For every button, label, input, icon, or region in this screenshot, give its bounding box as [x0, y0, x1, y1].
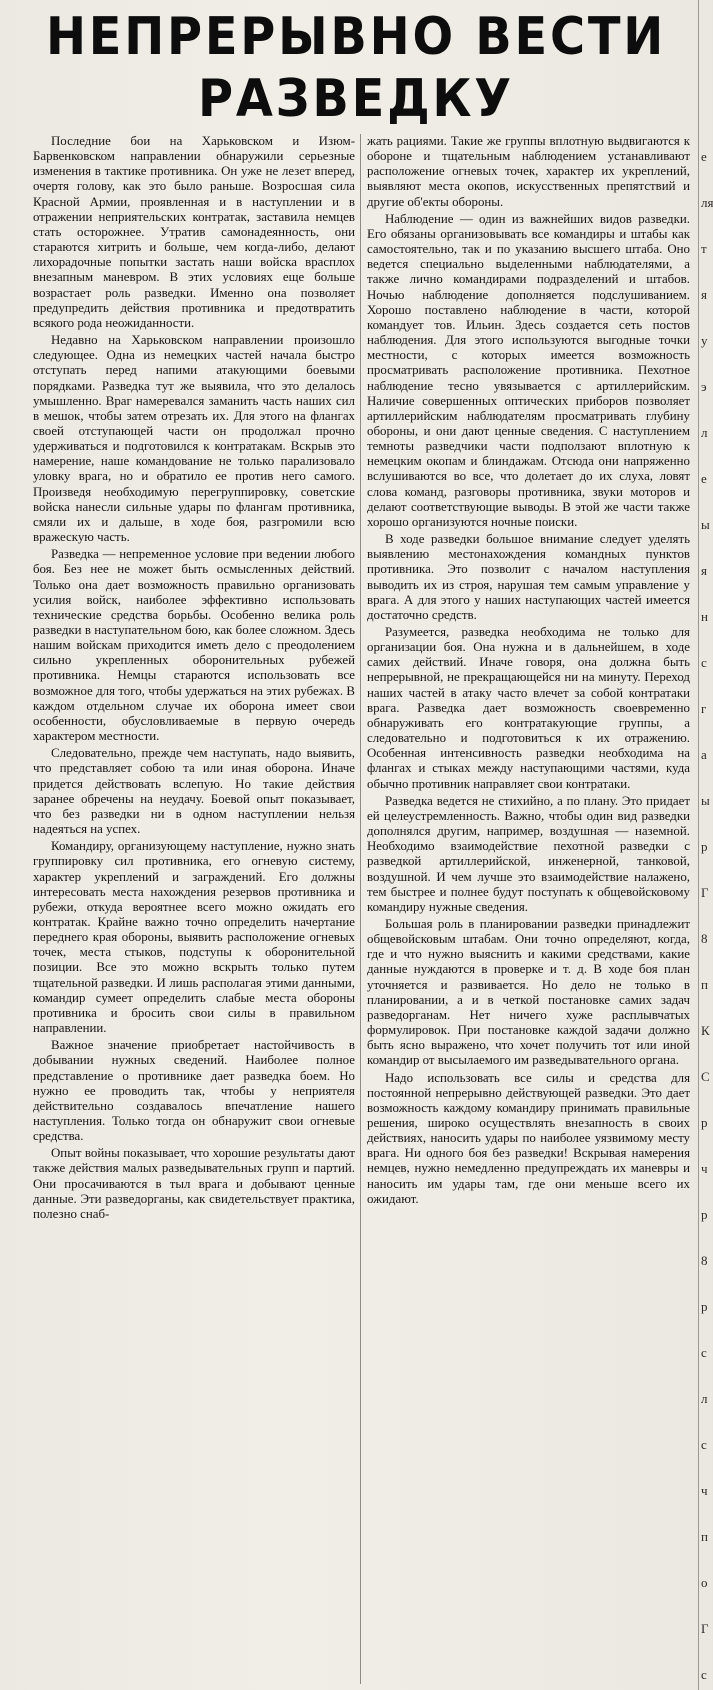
paragraph: Надо использовать все силы и средства для постоянной непрерывно действующей разведки. Это дает возможность каждому командиру принимать правильные решения, широко осуществлять внезапность в своих действиях, наносить удары по наиболее уязвимому месту врага. Ни одного боя без разведки! Вскрывая намерения немцев, нужно немедленно предупреждать их маневры и наносить им удары там, где они меньше всего их ожидают. — [367, 1070, 690, 1206]
edge-glyph: ля — [701, 195, 713, 210]
edge-glyph: с — [701, 1345, 707, 1360]
edge-glyph: Г — [701, 885, 709, 900]
edge-glyph: п — [701, 1529, 708, 1544]
edge-glyph: 8 — [701, 1253, 708, 1268]
edge-glyph: ы — [701, 517, 710, 532]
paragraph: Опыт войны показывает, что хорошие результаты дают также действия малых разведывательных групп и партий. Они просачиваются в тыл врага и добывают ценные данные. Эти разведорганы, как свидетельствует практика, полезно снаб- — [33, 1146, 355, 1221]
edge-glyph: а — [701, 747, 707, 762]
article-headline — [28, 6, 683, 130]
paragraph-continued: жать рациями. Такие же группы вплотную выдвигаются к обороне и тщательным наблюдением устанавливают расположение огневых точек, характер их укреплений, выявляют места окопов, искусственных препятствий и другие об'екты обороны. — [367, 134, 690, 209]
paragraph: Командиру, организующему наступление, нужно знать группировку сил противника, его огневую систему, характер укреплений и заграждений. Его должны интересовать места нахождения резервов противника и рубежи, откуда вероятнее всего можно ожидать его контратак. Крайне важно точно определить начертание переднего края обороны, выявить расположение огневых точек, места стыков, подступы к оборонительной позиции. Все это можно вскрыть только путем тщательной разведки. И лишь располагая этими данными, командир сумеет определить слабые места обороны противника и бросить свои силы в правильном направлении. — [33, 839, 355, 1036]
adjacent-column-fragment — [697, 0, 712, 1690]
edge-glyph: р — [701, 839, 708, 854]
edge-glyph: ч — [701, 1483, 708, 1498]
paragraph: Наблюдение — один из важнейших видов разведки. Его обязаны организовывать все командиры и штабы как самостоятельно, так и по указанию высшего штаба. Оно ведется специально выделенными наблюдателями, а также лично командирами подразделений и штабов. Ночью наблюдение дополняется подслушиванием. Хорошо поставлено наблюдение в части, которой командует тов. Ильин. Здесь создается сеть постов наблюдения. Для этого используются выгодные точки местности, с которых имеется возможность просматривать расположение противника. Пехотное наблюдение тесно увязывается с артиллерийским. Наличие совершенных оптических приборов позволяет артиллерийским наблюдателям просматривать глубину обороны, и они дают ценные сведения. С наступлением темноты разведчики части подползают вплотную к немецким окопам и блиндажам. Отсюда они напряженно вслушиваются во все, что долетает до их слуха, ловят слова команд, разговоры противника, звуки моторов и делают соответствующие выводы. В этой же части также хорошо организуются ночные поиски. — [367, 211, 690, 529]
edge-glyph: г — [701, 701, 707, 716]
edge-glyph: с — [701, 1667, 707, 1682]
edge-glyph: я — [701, 287, 707, 302]
paragraph: Разведка — непременное условие при ведении любого боя. Без нее не может быть осмысленных действий. Только она дает возможность правильно организовать усилия войск, наиболее эффективно использовать технические средства борьбы. Особенно велика роль разведки в наступательном бою, как более сложном. Здесь нашим войскам приходится иметь дело с преодолением сильно укрепленных оборонительных рубежей противника. Немцы стараются использовать все возможное для того, чтобы удержаться на этих рубежах. В каждом отдельном случае их оборона имеет свои особенности, обусловливаемые в первую очередь характером местности. — [33, 547, 355, 744]
column-divider — [360, 134, 361, 1684]
article-column-2 — [367, 134, 690, 1209]
edge-glyph: ч — [701, 1161, 708, 1176]
edge-glyph: э — [701, 379, 707, 394]
article-column-1 — [33, 134, 355, 1224]
headline-line-1: НЕПРЕРЫВНО ВЕСТИ — [45, 7, 667, 67]
edge-glyph: С — [701, 1069, 710, 1084]
edge-glyph: е — [701, 471, 707, 486]
paragraph: Следовательно, прежде чем наступать, надо выявить, что представляет собою та или иная оборона. Иначе придется действовать вслепую. Но такие действия заранее обречены на неудачу. Боевой опыт показывает, что без разведки ни в одном наступлении нельзя надеяться на успех. — [33, 746, 355, 837]
paragraph: Недавно на Харьковском направлении произошло следующее. Одна из немецких частей начала быстро отступать перед напими атакующими боевыми порядками. Разведка тут же выявила, что это делалось умышленно. Враг намеревался заманить часть наших сил в мешок, чтобы затем отрезать их. Для этого на флангах своей отступающей части он продолжал прочно удерживаться и подготовился к контратакам. Вскрыв это намерение, наше командование не только парализовало уловку врага, но и обратило ее против него самого. Произведя необходимую перегруппировку, советские войска нанесли сильные удары по флангам противника, смяли их и дальше, в ходе боя, разгромили всю вражескую часть. — [33, 333, 355, 545]
edge-glyph: 8 — [701, 931, 708, 946]
edge-glyph: е — [701, 149, 707, 164]
edge-glyph: К — [701, 1023, 710, 1038]
edge-glyph: с — [701, 1437, 707, 1452]
edge-glyph: р — [701, 1115, 708, 1130]
paragraph: Последние бои на Харьковском и Изюм-Барвенковском направлении обнаружили серьезные изменения в тактике противника. Он уже не лезет вперед, очертя голову, как это было раньше. Возросшая сила Красной Армии, проявленная и в наступлении и в отражении неприятельских контратак, заставила немцев стать осторожнее. Утратив самонадеянность, они стараются хитрить и больше, чем когда-либо, делают лихорадочные попытки застать наши войска врасплох внезапным маневром. В этих условиях еще больше возрастает роль разведки. Именно она позволяет предупредить действия противника и предотвратить всякого рода неожиданности. — [33, 134, 355, 330]
edge-divider — [698, 0, 699, 1690]
edge-glyph: т — [701, 241, 707, 256]
paragraph: Важное значение приобретает настойчивость в добывании нужных сведений. Наиболее полное представление о противнике дает разведка боем. Но нужно ее проводить так, чтобы у неприятеля действительно создавалось впечатление нашего наступления. Только тогда он обнаружит свои огневые средства. — [33, 1038, 355, 1144]
paragraph: Разумеется, разведка необходима не только для организации боя. Она нужна и в дальнейшем, в ходе самих действий. Иначе говоря, она должна быть непрерывной, не прекращающейся ни на минуту. Переход наших частей в атаку часто влечет за собой контратаки врага. Разведка дает возможность своевременно обнаруживать его контратакующие группы, а следовательно и подготовиться к их отражению. Особенная интенсивность разведки необходима на флангах и стыках между наступающими частями, куда обычно противник направляет свои контратаки. — [367, 625, 690, 791]
edge-glyph: о — [701, 1575, 708, 1590]
paragraph: Большая роль в планировании разведки принадлежит общевойсковым штабам. Они точно определяют, когда, где и что нужно выяснить и какими средствами, какие данные нуждаются в проверке и т. д. В ходе боя план уточняется и развивается. Но дело не только в планировании, а и в четкой постановке самих задач разведорганам. Нет ничего хуже расплывчатых формулировок. При постановке каждой задачи должно быть ясно выражено, что хочет получить тот или иной командир от высылаемого им разведывательного органа. — [367, 916, 690, 1068]
edge-glyph: р — [701, 1207, 708, 1222]
edge-glyph: Г — [701, 1621, 709, 1636]
edge-glyph: р — [701, 1299, 708, 1314]
edge-glyph: л — [701, 425, 708, 440]
paragraph: Разведка ведется не стихийно, а по плану. Это придает ей целеустремленность. Важно, чтобы один вид разведки дополнялся другим, например, воздушная — наземной. Необходимо взаимодействие пехотной разведки с разведкой артиллерийской, инженерной, танковой, воздушной. И чем лучше это взаимодействие налажено, тем быстрее и полнее будут поступать к общевойсковому командиру нужные сведения. — [367, 793, 690, 914]
edge-glyph: с — [701, 655, 707, 670]
paragraph: В ходе разведки большое внимание следует уделять выявлению местонахождения командных пунктов противника. Это позволит с началом наступления выводить их из строя, нарушая тем самым управление у врага. А для этого у наших наступающих частей имеется достаточно средств. — [367, 532, 690, 622]
edge-glyph: л — [701, 1391, 708, 1406]
headline-line-2: РАЗВЕДКУ — [198, 69, 514, 129]
edge-glyph: н — [701, 609, 708, 624]
edge-glyph: п — [701, 977, 708, 992]
edge-glyph: у — [701, 333, 708, 348]
edge-glyph: ы — [701, 793, 710, 808]
edge-glyph: я — [701, 563, 707, 578]
